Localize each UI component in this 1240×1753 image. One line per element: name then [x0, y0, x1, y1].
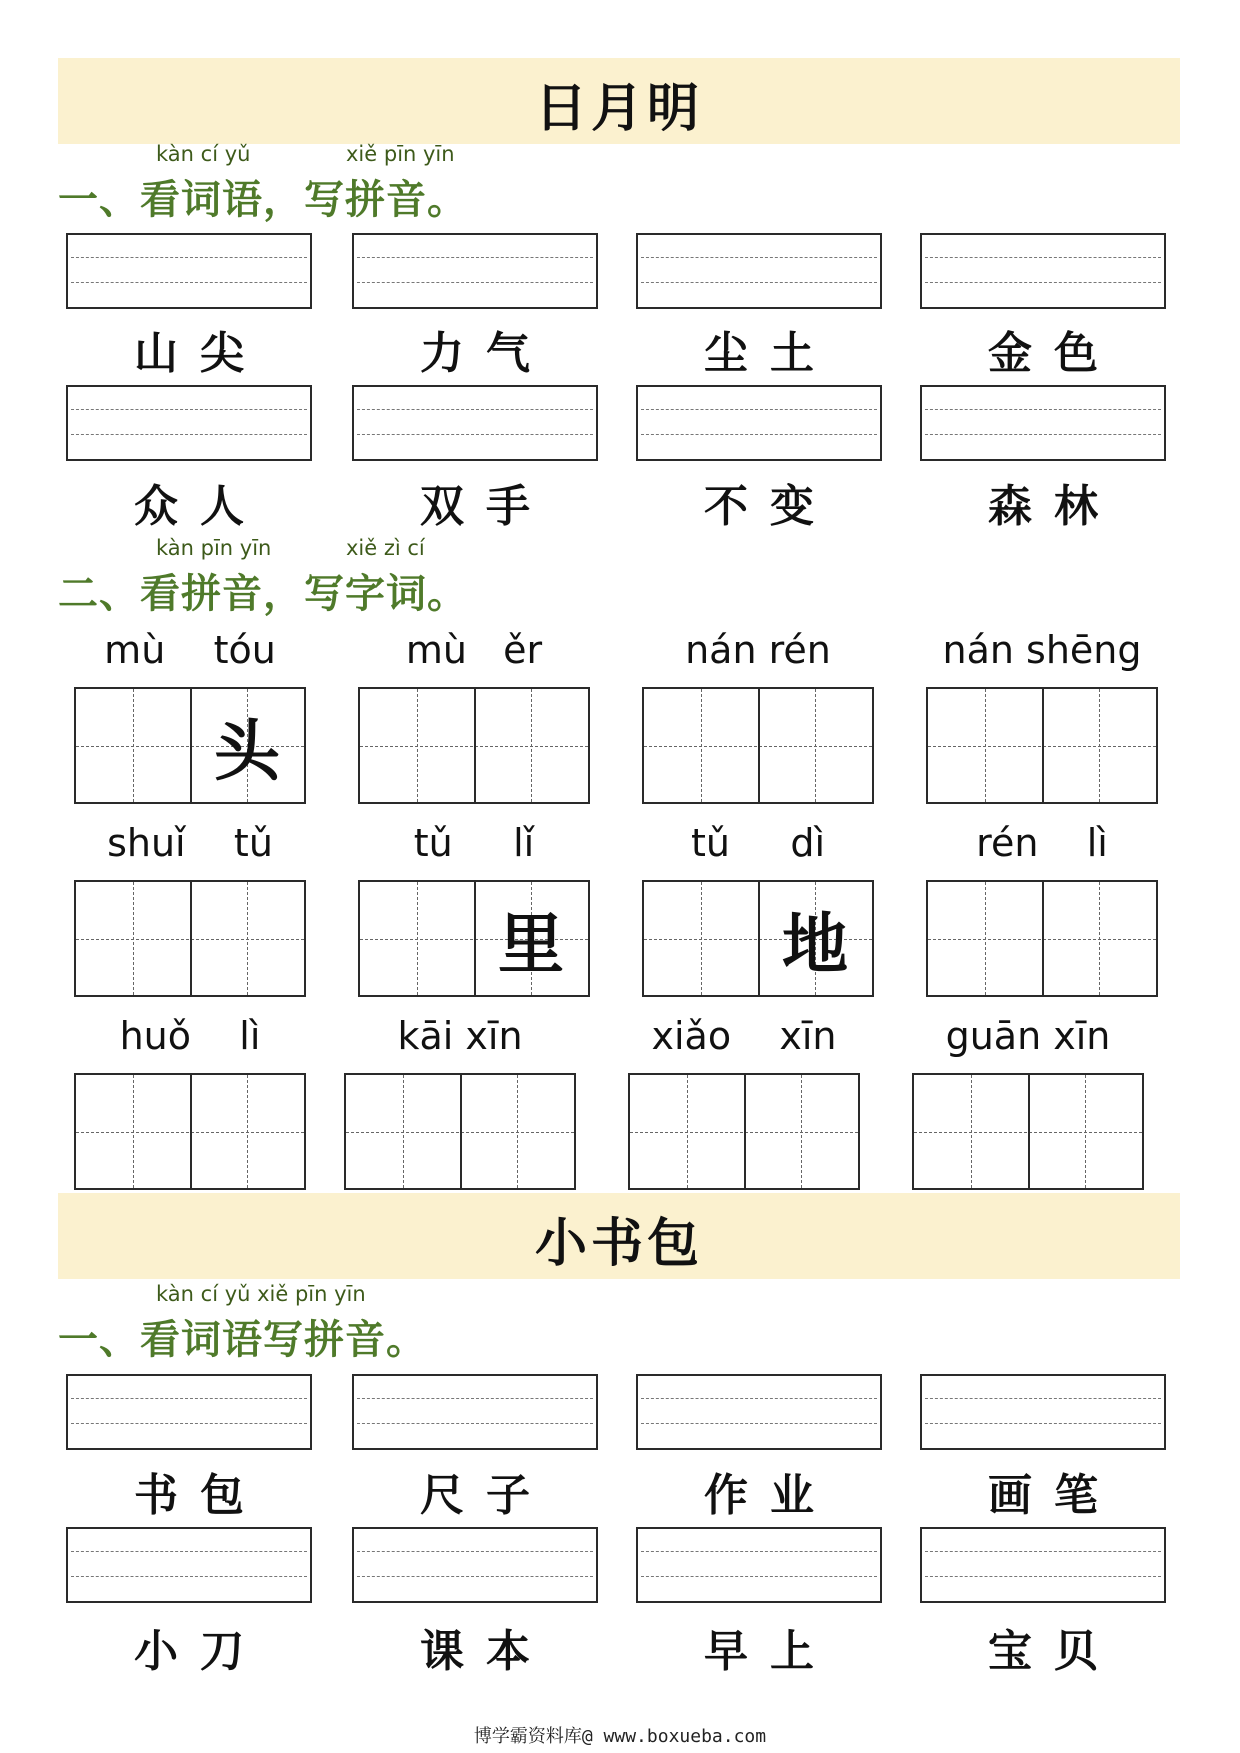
- char-cell[interactable]: [460, 1075, 574, 1188]
- heading-pinyin: kàn pīn yīn: [156, 536, 272, 560]
- pinyin-prompt: huǒ lì: [119, 1014, 261, 1058]
- char-cell[interactable]: [744, 1075, 858, 1188]
- vocab-word: 作业: [704, 1470, 836, 1521]
- heading-pinyin: kàn cí yǔ: [156, 142, 251, 166]
- char-cell[interactable]: [758, 689, 872, 802]
- pinyin-write-box[interactable]: [636, 385, 882, 461]
- vocab-word: 尘土: [704, 328, 836, 379]
- vocab-word: 书包: [134, 1470, 266, 1521]
- tianzige-box[interactable]: [74, 1073, 306, 1190]
- vocab-word: 课本: [420, 1626, 552, 1677]
- pinyin-prompt: nán shēng: [942, 628, 1142, 672]
- lesson2-title-band: [58, 1193, 1180, 1279]
- vocab-word: 尺子: [420, 1470, 552, 1521]
- char-cell[interactable]: [644, 882, 758, 995]
- vocab-word: 众人: [134, 481, 266, 532]
- pinyin-prompt: mù ěr: [405, 628, 543, 672]
- tianzige-box[interactable]: [344, 1073, 576, 1190]
- pinyin-write-box[interactable]: [66, 1527, 312, 1603]
- vocab-word: 金色: [988, 328, 1120, 379]
- vocab-word: 力气: [420, 328, 552, 379]
- vocab-word: 画笔: [988, 1470, 1120, 1521]
- char-cell[interactable]: [1042, 882, 1156, 995]
- lesson2-title: 小书包: [534, 1213, 703, 1274]
- pinyin-write-box[interactable]: [66, 233, 312, 309]
- char-cell[interactable]: [914, 1075, 1028, 1188]
- vocab-word: 小刀: [134, 1626, 266, 1677]
- pinyin-prompt: guān xīn: [945, 1014, 1111, 1058]
- pinyin-write-box[interactable]: [920, 385, 1166, 461]
- char-cell[interactable]: [346, 1075, 460, 1188]
- tianzige-box[interactable]: [358, 687, 590, 804]
- footer-watermark: 博学霸资料库@ www.boxueba.com: [473, 1726, 767, 1747]
- char-cell[interactable]: [1028, 1075, 1142, 1188]
- tianzige-box[interactable]: [642, 687, 874, 804]
- char-cell[interactable]: [474, 689, 588, 802]
- tianzige-box[interactable]: [926, 687, 1158, 804]
- pinyin-write-box[interactable]: [66, 385, 312, 461]
- tianzige-box[interactable]: [642, 880, 874, 997]
- pinyin-write-box[interactable]: [636, 1374, 882, 1450]
- pinyin-write-box[interactable]: [920, 1527, 1166, 1603]
- lesson1-title: 日月明: [534, 78, 703, 139]
- pinyin-write-box[interactable]: [352, 385, 598, 461]
- pinyin-prompt: rén lì: [976, 821, 1108, 865]
- pinyin-write-box[interactable]: [920, 1374, 1166, 1450]
- section-heading: 一、看词语，写拼音。: [58, 176, 468, 223]
- tianzige-box[interactable]: [912, 1073, 1144, 1190]
- vocab-word: 宝贝: [988, 1626, 1120, 1677]
- tianzige-box[interactable]: [74, 880, 306, 997]
- char-cell[interactable]: [76, 1075, 190, 1188]
- char-cell[interactable]: [76, 882, 190, 995]
- char-cell[interactable]: [1042, 689, 1156, 802]
- pinyin-write-box[interactable]: [352, 233, 598, 309]
- char-cell[interactable]: [360, 882, 474, 995]
- section-heading: 二、看拼音，写字词。: [58, 570, 468, 617]
- pinyin-prompt: mù tóu: [104, 628, 276, 672]
- section-heading: 一、看词语写拼音。: [58, 1316, 427, 1363]
- vocab-word: 早上: [704, 1626, 836, 1677]
- pinyin-write-box[interactable]: [352, 1374, 598, 1450]
- vocab-word: 山尖: [134, 328, 266, 379]
- char-cell[interactable]: [630, 1075, 744, 1188]
- heading-pinyin: xiě pīn yīn: [346, 142, 455, 166]
- heading-pinyin: xiě zì cí: [346, 536, 425, 560]
- char-cell[interactable]: 地: [782, 905, 848, 983]
- pinyin-prompt: nán rén: [685, 628, 831, 672]
- char-cell[interactable]: [928, 882, 1042, 995]
- pinyin-write-box[interactable]: [636, 233, 882, 309]
- char-cell[interactable]: [360, 689, 474, 802]
- tianzige-box[interactable]: [358, 880, 590, 997]
- char-cell[interactable]: 头: [214, 712, 280, 790]
- vocab-word: 双手: [420, 481, 552, 532]
- pinyin-prompt: shuǐ tǔ: [107, 821, 273, 865]
- vocab-word: 不变: [704, 481, 836, 532]
- char-cell[interactable]: [190, 1075, 304, 1188]
- pinyin-prompt: tǔ dì: [690, 821, 826, 865]
- pinyin-prompt: kāi xīn: [397, 1014, 523, 1058]
- tianzige-box[interactable]: [926, 880, 1158, 997]
- lesson1-title-band: [58, 58, 1180, 144]
- heading-pinyin: kàn cí yǔ xiě pīn yīn: [156, 1282, 366, 1306]
- pinyin-write-box[interactable]: [66, 1374, 312, 1450]
- char-cell[interactable]: [190, 882, 304, 995]
- pinyin-write-box[interactable]: [636, 1527, 882, 1603]
- char-cell[interactable]: [928, 689, 1042, 802]
- pinyin-write-box[interactable]: [352, 1527, 598, 1603]
- tianzige-box[interactable]: [628, 1073, 860, 1190]
- char-cell[interactable]: 里: [498, 905, 564, 983]
- vocab-word: 森林: [988, 481, 1120, 532]
- pinyin-prompt: tǔ lǐ: [413, 821, 535, 865]
- pinyin-write-box[interactable]: [920, 233, 1166, 309]
- tianzige-box[interactable]: [74, 687, 306, 804]
- char-cell[interactable]: [76, 689, 190, 802]
- pinyin-prompt: xiǎo xīn: [651, 1014, 837, 1058]
- char-cell[interactable]: [644, 689, 758, 802]
